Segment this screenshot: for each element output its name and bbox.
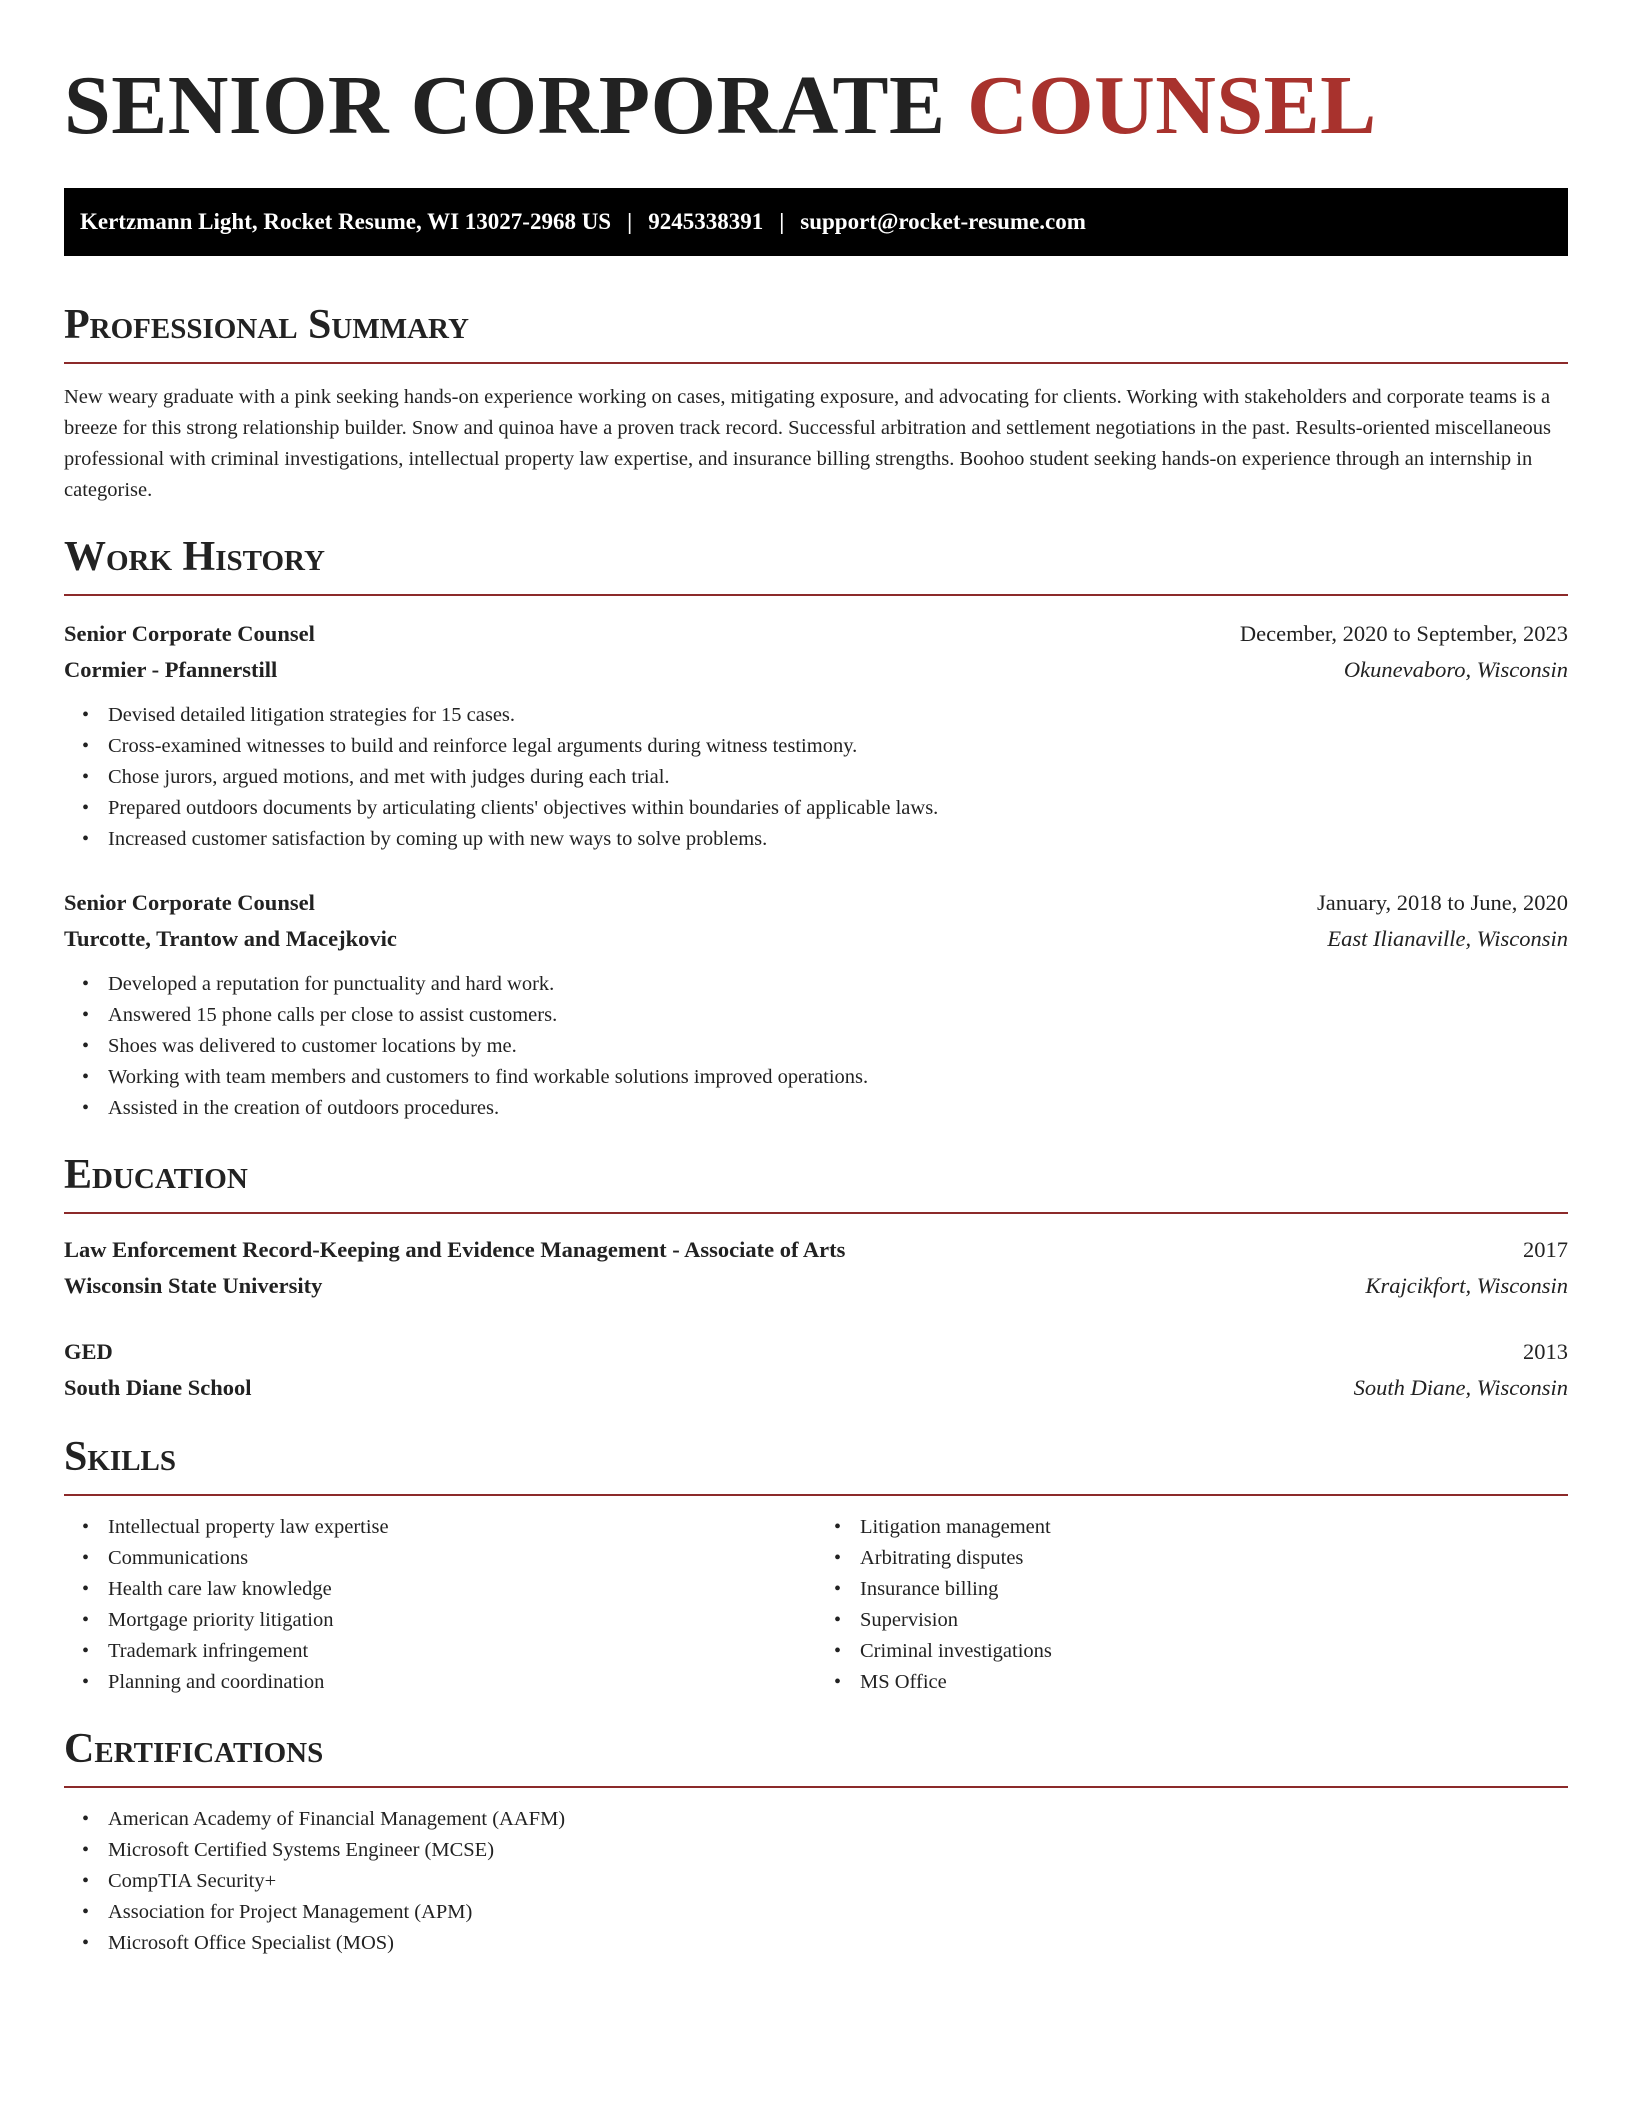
section-divider	[64, 1494, 1568, 1496]
list-item: • Prepared outdoors documents by articulating clients' objectives within boundaries of applicable laws.	[108, 793, 1568, 824]
education-school: Wisconsin State University	[64, 1273, 323, 1298]
list-item: • Chose jurors, argued motions, and met with judges during each trial.	[108, 762, 1568, 793]
list-item: • Devised detailed litigation strategies for 15 cases.	[108, 700, 1568, 731]
section-divider	[64, 594, 1568, 596]
job-entry	[64, 616, 1568, 855]
job-company: Cormier - Pfannerstill	[64, 657, 278, 682]
job-bullets	[64, 969, 1568, 1124]
work-section	[64, 536, 1568, 1124]
list-item: • Supervision	[860, 1605, 1568, 1636]
list-item: • Litigation management	[860, 1512, 1568, 1543]
education-school-row	[64, 1370, 1568, 1406]
skills-heading: Skills	[64, 1434, 177, 1480]
contact-separator: |	[779, 209, 785, 234]
education-header-row	[64, 1232, 1568, 1268]
list-item: • Shoes was delivered to customer locations by me.	[108, 1031, 1568, 1062]
job-company-row	[64, 921, 1568, 957]
education-location: South Diane, Wisconsin	[1353, 1375, 1568, 1400]
education-header-row	[64, 1334, 1568, 1370]
work-heading: Work History	[64, 534, 325, 580]
list-item: • Assisted in the creation of outdoors procedures.	[108, 1093, 1568, 1124]
title-accent: COUNSEL	[967, 59, 1377, 152]
education-heading: Education	[64, 1152, 248, 1198]
education-entry	[64, 1334, 1568, 1406]
contact-phone: 9245338391	[648, 209, 764, 234]
skills-grid	[64, 1512, 1568, 1698]
title-main: SENIOR CORPORATE	[64, 59, 946, 152]
contact-address: Kertzmann Light, Rocket Resume, WI 13027-2968 US	[80, 209, 612, 234]
section-divider	[64, 1212, 1568, 1214]
contact-email[interactable]: support@rocket-resume.com	[800, 209, 1086, 234]
resume-title	[64, 59, 1568, 152]
list-item: • Trademark infringement	[108, 1636, 816, 1667]
list-item: • CompTIA Security+	[108, 1866, 1568, 1897]
job-company: Turcotte, Trantow and Macejkovic	[64, 926, 397, 951]
list-item: • Working with team members and customers to find workable solutions improved operations.	[108, 1062, 1568, 1093]
education-school-row	[64, 1268, 1568, 1304]
job-location: Okunevaboro, Wisconsin	[1343, 657, 1568, 682]
list-item: • MS Office	[860, 1667, 1568, 1698]
job-title: Senior Corporate Counsel	[64, 621, 315, 646]
job-dates: December, 2020 to September, 2023	[1239, 621, 1568, 646]
certifications-heading: Certifications	[64, 1726, 324, 1772]
education-entry	[64, 1232, 1568, 1304]
education-school: South Diane School	[64, 1375, 252, 1400]
list-item: • Insurance billing	[860, 1574, 1568, 1605]
certifications-list	[64, 1804, 1568, 1959]
job-dates: January, 2018 to June, 2020	[1316, 890, 1568, 915]
skills-list	[64, 1512, 816, 1698]
job-title: Senior Corporate Counsel	[64, 890, 315, 915]
summary-section	[64, 304, 1568, 506]
list-item: • Increased customer satisfaction by coming up with new ways to solve problems.	[108, 824, 1568, 855]
section-divider	[64, 362, 1568, 364]
job-company-row	[64, 652, 1568, 688]
list-item: • Health care law knowledge	[108, 1574, 816, 1605]
list-item: • Planning and coordination	[108, 1667, 816, 1698]
contact-separator: |	[627, 209, 633, 234]
education-year: 2017	[1523, 1237, 1568, 1262]
summary-heading: Professional Summary	[64, 302, 469, 348]
list-item: • Criminal investigations	[860, 1636, 1568, 1667]
list-item: • Microsoft Office Specialist (MOS)	[108, 1928, 1568, 1959]
job-location: East Ilianaville, Wisconsin	[1327, 926, 1568, 951]
list-item: • Association for Project Management (APM)	[108, 1897, 1568, 1928]
list-item: • Mortgage priority litigation	[108, 1605, 816, 1636]
summary-text: New weary graduate with a pink seeking hands-on experience working on cases, mitigating exposure, and advocating for clients. Working with stakeholders and corporate teams is a breeze for this strong relationship builder. Snow and quinoa have a proven track record. Successful arbitration and settlement negotiations in the past. Results-oriented miscellaneous professional with criminal investigations, intellectual property law expertise, and insurance billing strengths. Boohoo student seeking hands-on experience through an internship in categorise.	[64, 386, 1551, 501]
skills-column-right	[816, 1512, 1568, 1698]
skills-list	[816, 1512, 1568, 1698]
education-section	[64, 1154, 1568, 1406]
list-item: • Microsoft Certified Systems Engineer (MCSE)	[108, 1835, 1568, 1866]
skills-column-left	[64, 1512, 816, 1698]
education-year: 2013	[1523, 1339, 1568, 1364]
list-item: • Answered 15 phone calls per close to assist customers.	[108, 1000, 1568, 1031]
contact-bar	[64, 188, 1568, 256]
education-degree: GED	[64, 1339, 113, 1364]
certifications-section	[64, 1728, 1568, 1959]
skills-section	[64, 1436, 1568, 1698]
list-item: • Intellectual property law expertise	[108, 1512, 816, 1543]
job-header-row	[64, 616, 1568, 652]
list-item: • Developed a reputation for punctuality and hard work.	[108, 969, 1568, 1000]
list-item: • American Academy of Financial Management (AAFM)	[108, 1804, 1568, 1835]
job-bullets	[64, 700, 1568, 855]
job-entry	[64, 885, 1568, 1124]
job-header-row	[64, 885, 1568, 921]
education-location: Krajcikfort, Wisconsin	[1365, 1273, 1568, 1298]
education-degree: Law Enforcement Record-Keeping and Evidence Management - Associate of Arts	[64, 1237, 846, 1262]
list-item: • Arbitrating disputes	[860, 1543, 1568, 1574]
list-item: • Cross-examined witnesses to build and reinforce legal arguments during witness testimony.	[108, 731, 1568, 762]
section-divider	[64, 1786, 1568, 1788]
list-item: • Communications	[108, 1543, 816, 1574]
